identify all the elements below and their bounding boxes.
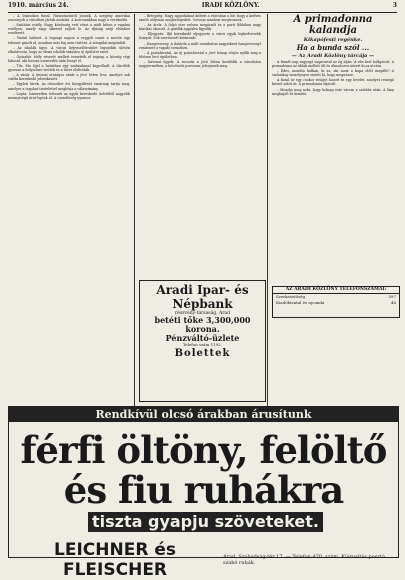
article-paragraph: – Betegség. Nagy aggodalmat keltett a városban a hír, hogy a kedves tanító súlyosan megbetegedett. Orvosai mindent megtesznek. [139, 14, 261, 23]
article-paragraph: – Katonai ügyek. A sorozás a jövő héten kezdődik a városháza nagytermében, a kötelesek pontosan jelenjenek meg. [139, 59, 261, 69]
feuilleton-byline: — Az Aradi Közlöny tárcája — [291, 53, 375, 59]
bank-advertisement [139, 280, 266, 402]
article-paragraph: – Gyászhír. Mély részvét mellett temették el tegnap a község régi lakosát, aki hosszú szenvedés után hunyt el. [8, 54, 130, 63]
column-divider [134, 14, 135, 406]
bank-type: részvény-társaság, Arad [175, 311, 230, 316]
article-paragraph: – Hangverseny. A dalárda a múlt szombaton nagysikerű hangversenyt rendezett a vigadó termében. [139, 41, 261, 50]
article-paragraph: – Tűz. Ma éjjel a határban egy szalmakazal kigyulladt. A tűzoltók gyorsan a helyszínre siettek és a tüzet eloltották. [8, 64, 130, 73]
feuilleton-subtitle: Kikapófesti regénke. [303, 37, 363, 43]
header-title: IRADI KÖZLÖNY. [201, 2, 260, 9]
ad-banner: Rendkívül olcsó árakban árusítunk [9, 407, 398, 422]
telephone-row: Kiadóhivatal és nyomda 46 [276, 300, 396, 305]
article-paragraph: – Eljegyzés. Ifjú kereskedő eljegyezte a város egyik legkedvesebb leányát. Sok szerencsét kívánunk! [139, 32, 261, 41]
article-paragraph: A fiatal úr egy csokor virágot hozott és egy levelet, amelyet remegő kézzel adott át. A primadonna elpirult. [272, 78, 394, 87]
bank-capital: betéti tőke 3,300,000 korona. [154, 315, 251, 334]
column-3-feuilleton [272, 14, 394, 262]
feuilleton-heading: Ha a bunda szól ... [296, 43, 370, 52]
bank-exchange: Pénzváltó-üzlete [165, 333, 240, 343]
column-1 [8, 14, 130, 409]
feuilleton-title: A primadonna kalandja [293, 14, 373, 36]
page-header [8, 2, 397, 13]
article-paragraph: – Egyleti hírek. Az olvasókör évi közgyűlését vasárnap tartja meg, amelyre a tagokat tisztelettel meghívja a választmány. [8, 82, 130, 91]
telephone-box [272, 286, 400, 318]
ad-main-text: férfi öltöny, felöltő és fiu ruhákra [20, 428, 387, 512]
clothing-advertisement [8, 406, 399, 580]
ad-badge: tiszta gyapju szöveteket. [88, 512, 323, 532]
telephone-row: Szerkesztőség 397 [276, 294, 396, 299]
ad-main-line [9, 430, 398, 510]
article-paragraph: – Az árvíz. A folyó vize erősen megáradt és a parti földeken nagy károkat okozott. A gazdák aggódva figyelik. [139, 23, 261, 32]
firm-address: Arad, Szabadság-tér 17. — Telefon 470. szám. Kiárusítás posztó szabó ruhák. [223, 554, 385, 566]
ad-footer [9, 540, 398, 580]
article-paragraph: – Vasúti baleset. A tegnapi napon a reggeli vonat a mezőn egy tehenet gázolt el, azonban más baj nem történt. A vizsgálat megindult. [8, 36, 130, 45]
column-divider [267, 14, 268, 406]
article-paragraph: – Az iskolák ügye. A városi képviselőtestület legutóbbi ülésén elhatározta, hogy az elemi iskolák számára új épületet emel. [8, 45, 130, 54]
bank-phone: Telefon szám 1192. [182, 342, 223, 347]
column-2 [139, 14, 261, 276]
article-paragraph: – Lopás. Ismeretlen tettesek az egyik kereskedő üzletéből nagyobb mennyiségű árut loptak el. A csendőrség nyomoz. [8, 91, 130, 100]
header-date: 1910. március 24. [8, 2, 69, 9]
telephone-title: AZ ARADI KÖZLÖNY TELEFONSZÁMAI: [273, 287, 399, 294]
article-paragraph: – A vásár. A tavaszi országos vásár a jövő héten lesz, amelyre sok vidéki kereskedő jelentkezett. [8, 73, 130, 82]
article-paragraph: – A postahivatal. Az új postahivatal a jövő hónap elején nyílik meg a főtéren levő épületben. [139, 50, 261, 59]
article-paragraph: – Mondja meg neki, hogy holnap este várom a színház után. A lány meghajolt és kiment. [272, 87, 394, 96]
article-paragraph: A fáradt nap ragyogó sugaraival az ég alján. A vén kert hallgatott. A primadonna az ablak mellett ült és álmodozva nézett ki az utcára. [272, 60, 394, 69]
header-page-number: 3 [392, 2, 397, 9]
article-paragraph: – Színházi estély. Nagy közönség vett részt a múlt héten a vigalmi estélyen, amely nagy sikerrel zajlott le. Az ifjúság szép előadást rendezett. [8, 23, 130, 36]
firm-name: LEICHNER és FLEISCHER [54, 540, 176, 580]
bank-name: Aradi Ipar- és Népbank [156, 283, 249, 311]
article-paragraph: – Édes, mondta halkan, ki az, aki most a kapu előtt megállt? A szobalány mosolyogva sietett ki, hogy megnézze. [272, 69, 394, 78]
bank-deposits: Bolettek [174, 347, 231, 359]
article-paragraph: – A Iránsokos fiatal. Nászutazásról jönnek. A szegény amerikai asszonyok a városban jártak mulatni. A korcsmákban nagy a verekedés. [8, 14, 130, 23]
